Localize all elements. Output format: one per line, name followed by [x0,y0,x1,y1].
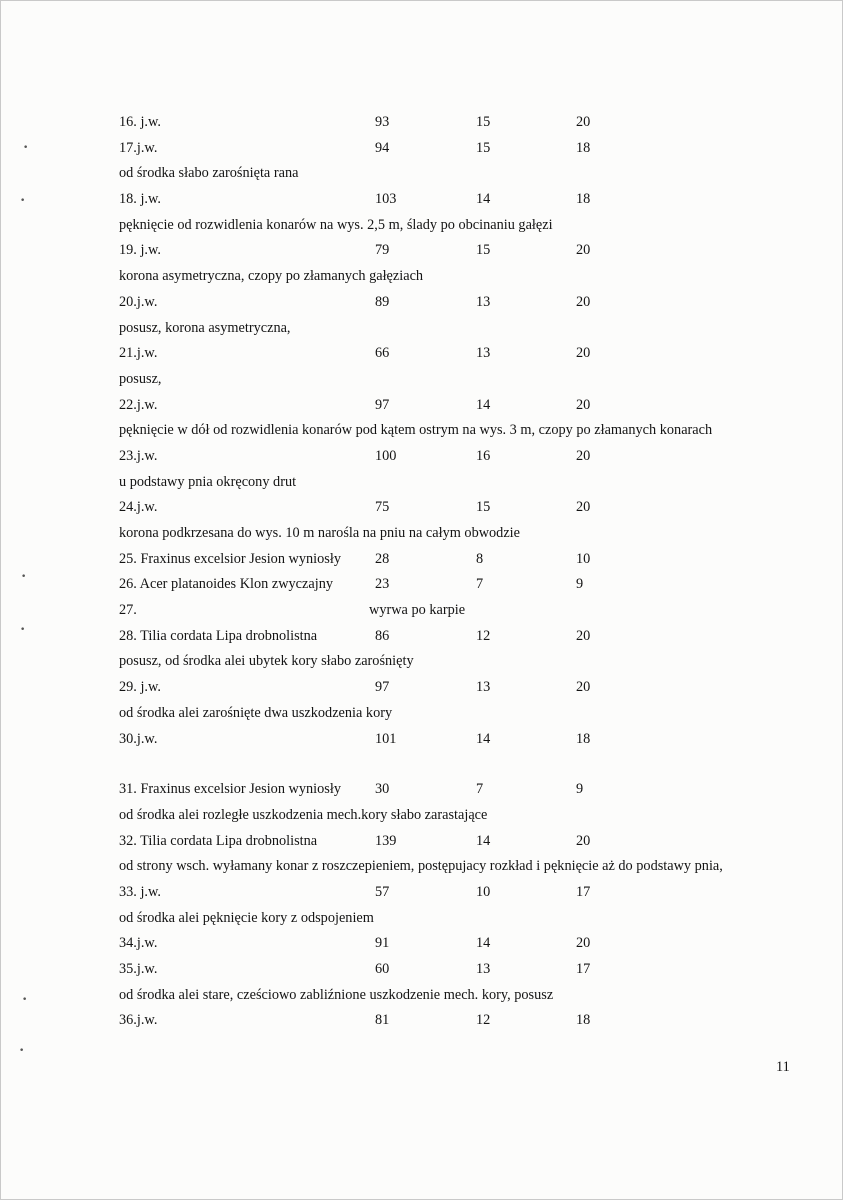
crown-value: 20 [576,293,591,310]
circumference-value: 139 [375,832,397,849]
condition-note: korona asymetryczna, czopy po złamanych gałęziach [119,268,424,285]
condition-note-row [119,266,759,292]
condition-note-row [119,703,759,729]
height-value: 13 [476,961,491,977]
tree-entry-row [119,497,759,523]
condition-note-row [119,215,759,241]
tree-entry-row [119,779,759,805]
condition-note-row [119,420,759,446]
tree-name: 26. Acer platanoides Klon zwyczajny [119,576,333,593]
circumference-value: 30 [375,781,390,798]
entry-note: wyrwa po karpie [369,602,466,619]
tree-name: 21.j.w. [119,345,158,362]
circumference-value: 101 [375,730,397,747]
condition-note: pęknięcie w dół od rozwidlenia konarów pod kątem ostrym na wys. 3 m, czopy po złamanych konarach [119,422,713,439]
tree-entry-row [119,292,759,318]
condition-note: u podstawy pnia okręcony drut [119,473,297,490]
tree-entry-row [119,882,759,908]
tree-name: 29. j.w. [119,679,161,696]
height-value: 13 [476,345,491,362]
crown-value: 20 [576,242,591,259]
circumference-value: 57 [375,883,390,900]
condition-note: od środka alei zarośnięte dwa uszkodzenia kory [119,704,393,721]
condition-note-row [119,318,759,344]
condition-note: od środka alei rozległe uszkodzenia mech.kory słabo zarastające [119,806,488,823]
tree-entry-row [119,395,759,421]
height-value: 16 [476,447,491,464]
height-value: 15 [476,242,491,259]
margin-mark: • [20,625,26,635]
crown-value: 20 [576,345,591,362]
margin-mark: • [22,995,28,1005]
condition-note-row [119,369,759,395]
tree-entry-row [119,959,759,985]
tree-entry-row [119,1010,759,1036]
height-value: 13 [476,679,491,696]
height-value: 7 [476,781,484,798]
margin-mark: • [21,572,27,582]
tree-entry-row [119,138,759,164]
tree-entry-row [119,933,759,959]
height-value: 15 [476,114,491,130]
tree-entry-row [119,240,759,266]
crown-value: 18 [576,139,591,156]
condition-note: od środka słabo zarośnięta rana [119,165,299,182]
condition-note-row [119,856,759,882]
condition-note: od środka alei stare, cześciowo zabliźnione uszkodzenie mech. kory, posusz [119,986,554,1003]
tree-name: 28. Tilia cordata Lipa drobnolistna [119,627,318,644]
condition-note: posusz, [119,370,162,387]
tree-name: 31. Fraxinus excelsior Jesion wyniosły [119,781,341,798]
condition-note: pęknięcie od rozwidlenia konarów na wys. 2,5 m, ślady po obcinaniu gałęzi [119,216,553,233]
tree-entry-row [119,600,759,626]
margin-mark: • [23,143,29,153]
crown-value: 20 [576,627,591,644]
condition-note: od strony wsch. wyłamany konar z roszczepieniem, postępujacy rozkład i pęknięcie aż do podstawy pnia, [119,858,723,875]
circumference-value: 79 [375,242,390,259]
crown-value: 20 [576,679,591,696]
condition-note: posusz, korona asymetryczna, [119,319,291,336]
crown-value: 20 [576,114,591,130]
tree-name: 19. j.w. [119,242,161,259]
condition-note-row [119,163,759,189]
circumference-value: 75 [375,499,390,516]
circumference-value: 89 [375,293,390,310]
tree-name: 27. [119,602,137,619]
height-value: 7 [476,576,484,593]
circumference-value: 103 [375,191,397,208]
condition-note-row [119,908,759,934]
height-value: 14 [476,935,491,952]
tree-entry-row [119,343,759,369]
circumference-value: 91 [375,935,390,952]
page-number: 11 [776,1059,790,1075]
height-value: 10 [476,883,491,900]
crown-value: 20 [576,499,591,516]
tree-entry-row [119,574,759,600]
tree-name: 18. j.w. [119,191,161,208]
height-value: 13 [476,293,491,310]
circumference-value: 97 [375,396,390,413]
tree-name: 36.j.w. [119,1012,158,1029]
tree-entry-row [119,112,759,138]
crown-value: 9 [576,781,584,798]
circumference-value: 60 [375,961,390,977]
condition-note-row [119,523,759,549]
condition-note: od środka alei pęknięcie kory z odspojeniem [119,909,374,926]
condition-note-row [119,472,759,498]
height-value: 15 [476,139,491,156]
height-value: 14 [476,396,491,413]
crown-value: 20 [576,935,591,952]
condition-note: korona podkrzesana do wys. 10 m narośla na pniu na całym obwodzie [119,525,520,541]
crown-value: 9 [576,576,584,593]
tree-name: 32. Tilia cordata Lipa drobnolistna [119,832,318,849]
condition-note-row [119,651,759,677]
height-value: 14 [476,191,491,208]
crown-value: 17 [576,883,591,900]
circumference-value: 97 [375,679,390,696]
crown-value: 18 [576,730,591,747]
tree-name: 24.j.w. [119,499,158,516]
crown-value: 10 [576,550,591,567]
height-value: 8 [476,550,484,567]
tree-entry-row [119,549,759,575]
tree-name: 17.j.w. [119,139,158,156]
circumference-value: 94 [375,139,390,156]
margin-mark: • [20,196,26,206]
height-value: 12 [476,1012,491,1029]
circumference-value: 81 [375,1012,390,1029]
circumference-value: 100 [375,447,397,464]
tree-entry-row [119,729,759,755]
tree-name: 33. j.w. [119,883,161,900]
tree-inventory-list [119,112,759,1036]
tree-name: 30.j.w. [119,730,158,747]
height-value: 15 [476,499,491,516]
circumference-value: 66 [375,345,390,362]
crown-value: 17 [576,961,591,977]
tree-entry-row [119,189,759,215]
tree-entry-row [119,446,759,472]
condition-note-row [119,805,759,831]
crown-value: 18 [576,191,591,208]
tree-entry-row [119,831,759,857]
tree-name: 23.j.w. [119,447,158,464]
tree-name: 35.j.w. [119,961,158,977]
circumference-value: 86 [375,627,390,644]
tree-name: 16. j.w. [119,114,161,130]
height-value: 14 [476,832,491,849]
circumference-value: 23 [375,576,390,593]
crown-value: 20 [576,447,591,464]
height-value: 14 [476,730,491,747]
condition-note: posusz, od środka alei ubytek kory słabo zarośnięty [119,653,414,670]
tree-entry-row [119,626,759,652]
tree-name: 22.j.w. [119,396,158,413]
tree-entry-row [119,677,759,703]
crown-value: 20 [576,396,591,413]
circumference-value: 93 [375,114,390,130]
crown-value: 18 [576,1012,591,1029]
tree-name: 25. Fraxinus excelsior Jesion wyniosły [119,550,341,567]
condition-note-row [119,985,759,1011]
margin-mark: • [19,1046,25,1056]
crown-value: 20 [576,832,591,849]
tree-name: 34.j.w. [119,935,158,952]
height-value: 12 [476,627,491,644]
tree-name: 20.j.w. [119,293,158,310]
circumference-value: 28 [375,550,390,567]
